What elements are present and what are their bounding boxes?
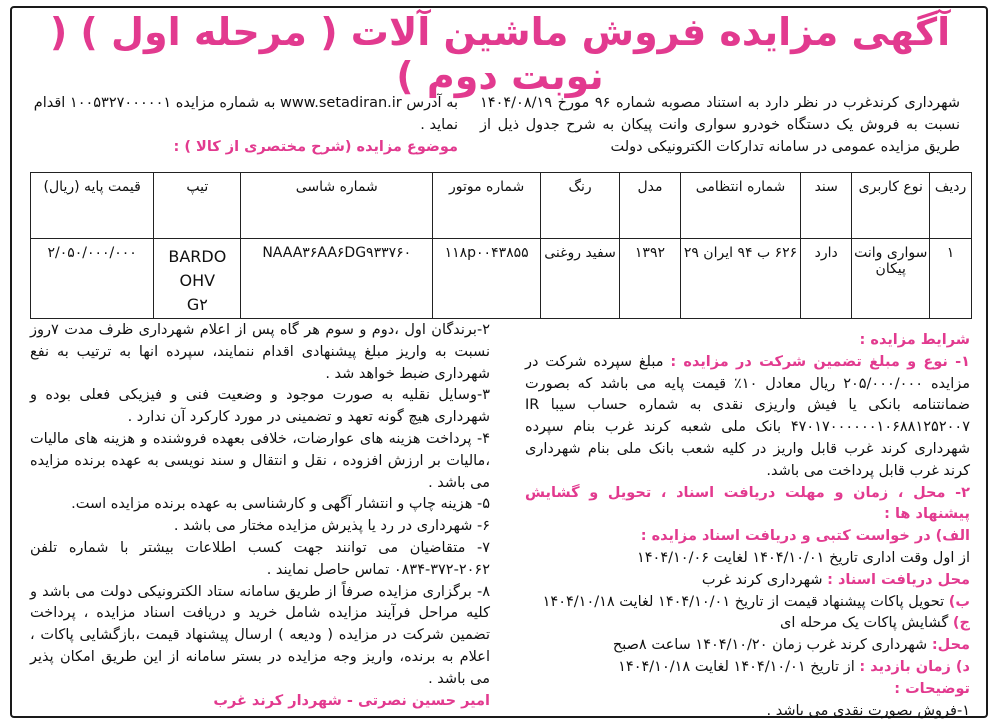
- condition-4: ۴- پرداخت هزینه های عوارضات، خلافی بعهده فروشنده و هزینه های مالیات ،مالیات بر ارزش افزوده ، نقل و انتقال و سند نویسی به عهده برنده مزایده می باشد .: [30, 430, 490, 491]
- base-price: ۲/۰۵۰/۰۰۰/۰۰۰: [31, 239, 154, 319]
- be-line: [525, 592, 970, 614]
- chassis-number: NAAA۳۶AA۶DG۹۳۳۷۶۰: [241, 239, 433, 319]
- intro-address-text: به آدرس www.setadiran.ir به شماره مزایده ۱۰۰۵۳۲۷۰۰۰۰۰۱ اقدام نماید .: [33, 95, 458, 133]
- intro-paragraph: شهرداری کرندغرب در نظر دارد به استناد مصوبه شماره ۹۶ مورخ ۱۴۰۴/۰۸/۱۹ نسبت به فروش یک دستگاه خودرو سواری وانت پیکان به شرح جدول ذیل از طریق مزایده عمومی در سامانه تدارکات الکترونیکی دولت: [480, 95, 960, 155]
- notes-label: توضیحات :: [894, 680, 970, 697]
- jim-line: [525, 613, 970, 635]
- place-value: شهرداری کرند غرب: [701, 571, 823, 588]
- condition-2-title: ۲- محل ، زمان و مهلت دریافت اسناد ، تحویل و گشایش پیشنهاد ها :: [525, 484, 970, 523]
- condition-7: ۷- متقاضیان می توانند جهت کسب اطلاعات بیشتر با شماره تلفن ۲۰۶۲-۳۷۲-۰۸۳۴ تماس حاصل نمایند .: [30, 539, 490, 578]
- usage-type: سواری وانت پیکان: [852, 239, 930, 319]
- dal-label: د) زمان بازدید :: [859, 658, 970, 675]
- conditions-column-right: [525, 330, 970, 722]
- place-label: محل دریافت اسناد :: [827, 571, 970, 588]
- jim-label: ج): [952, 615, 970, 632]
- header-cell: شماره شاسی: [241, 173, 433, 239]
- page-title: آگهی مزایده فروش ماشین آلات ( مرحله اول ) ( نوبت دوم ): [49, 10, 951, 98]
- notes-text: ۱-فروش بصورت نقدی می باشد .: [766, 702, 970, 719]
- header-cell: نوع کاربری: [852, 173, 930, 239]
- plate-number: ۶۲۶ ب ۹۴ ایران ۲۹: [680, 239, 800, 319]
- header-cell: مدل: [620, 173, 681, 239]
- condition-3: ۳-وسایل نقلیه به صورت موجود و وضعیت فنی و فیزیکی فعلی بوده و شهرداری هیچ گونه تعهد و تضمینی در مورد کارکرد آن ندارد .: [30, 387, 490, 426]
- row-number: ۱: [930, 239, 972, 319]
- header-cell: رنگ: [541, 173, 620, 239]
- header-cell: شماره موتور: [433, 173, 541, 239]
- vehicle-type: BARDO OHV G۲: [154, 239, 241, 319]
- dal-line: [525, 657, 970, 679]
- be-label: ب): [948, 593, 970, 610]
- be-text: تحویل پاکات پیشنهاد قیمت از تاریخ ۱۴۰۴/۱۰/۰۱ لغایت ۱۴۰۴/۱۰/۱۸: [542, 593, 945, 610]
- condition-1: [525, 352, 970, 483]
- condition-1-text: مبلغ سپرده شرکت در مزایده ۲۰۵/۰۰۰/۰۰۰ ریال معادل ۱۰٪ قیمت پایه می باشد که بصورت ضمانتنامه بانکی یا فیش واریزی نقدی به شماره حساب سیبا IR ۴۷۰۱۷۰۰۰۰۰۰۱۰۶۸۸۱۲۵۲۰۰۷ بانک ملی شعبه کرند غرب بنام سپرده شهرداری کرند غرب قابل واریز در کلیه شعب بانک ملی بنام شهرداری کرند غرب قابل پرداخت می باشد.: [525, 353, 970, 479]
- header-cell: قیمت پایه (ریال): [31, 173, 154, 239]
- header-cell: ردیف: [930, 173, 972, 239]
- mahal-label: محل:: [931, 637, 970, 654]
- conditions-heading: شرایط مزایده :: [859, 332, 970, 348]
- color: سفید روغنی: [541, 239, 620, 319]
- alef-text: از اول وقت اداری تاریخ ۱۴۰۴/۱۰/۰۱ لغایت ۱۴۰۴/۱۰/۰۶: [636, 549, 970, 566]
- alef-title: الف) در خواست کتبی و دریافت اسناد مزایده :: [640, 528, 970, 545]
- signature: امیر حسین نصرتی - شهردار کرند غرب: [213, 692, 490, 709]
- header-cell: تیپ: [154, 173, 241, 239]
- condition-8: ۸- برگزاری مزایده صرفاً از طریق سامانه ستاد الکترونیکی دولت می باشد و کلیه مراحل فرآیند مزایده شامل خرید و دریافت اسناد مزایده ، پرداخت تضمین شرکت در مزایده ( ودیعه ) ارسال پیشنهاد قیمت ،بازگشایی پاکات ، اعلام به برنده، واریز وجه مزایده در بستر سامانه از این طریق امکان پذیر می باشد .: [30, 583, 490, 687]
- table-row: [31, 239, 972, 319]
- table-header-row: [31, 173, 972, 239]
- items-table: [30, 172, 972, 319]
- engine-number: ۱۱۸p۰۰۴۳۸۵۵: [433, 239, 541, 319]
- subject-title: موضوع مزایده (شرح مختصری از کالا ) :: [173, 139, 458, 155]
- header-cell: شماره انتظامی: [680, 173, 800, 239]
- intro-left-block: [28, 92, 458, 158]
- header-cell: سند: [801, 173, 852, 239]
- mahal-text: شهرداری کرند غرب زمان ۱۴۰۴/۱۰/۲۰ ساعت ۸صبح: [612, 637, 928, 654]
- condition-5: ۵- هزینه چاپ و انتشار آگهی و کارشناسی به عهده برنده مزایده است.: [71, 496, 490, 513]
- document-status: دارد: [801, 239, 852, 319]
- jim-text: گشایش پاکات یک مرحله ای: [779, 615, 949, 632]
- condition-1-title: ۱- نوع و مبلغ تضمین شرکت در مزایده :: [670, 353, 970, 370]
- place-line: [525, 570, 970, 592]
- dal-text: از تاریخ ۱۴۰۴/۱۰/۰۱ لغایت ۱۴۰۴/۱۰/۱۸: [618, 658, 855, 675]
- condition-2: ۲-برندگان اول ،دوم و سوم هر گاه پس از اعلام شهرداری ظرف مدت ۷روز نسبت به واریز مبلغ پیشنهادی اقدام ننمایند، سپرده انها به ترتیب به نفع شهرداری ضبط خواهد شد .: [30, 322, 490, 382]
- condition-6: ۶- شهرداری در رد یا پذیرش مزایده مختار می باشد .: [173, 518, 490, 535]
- conditions-column-left: [30, 320, 490, 712]
- mahal-line: [525, 635, 970, 657]
- model-year: ۱۳۹۲: [620, 239, 681, 319]
